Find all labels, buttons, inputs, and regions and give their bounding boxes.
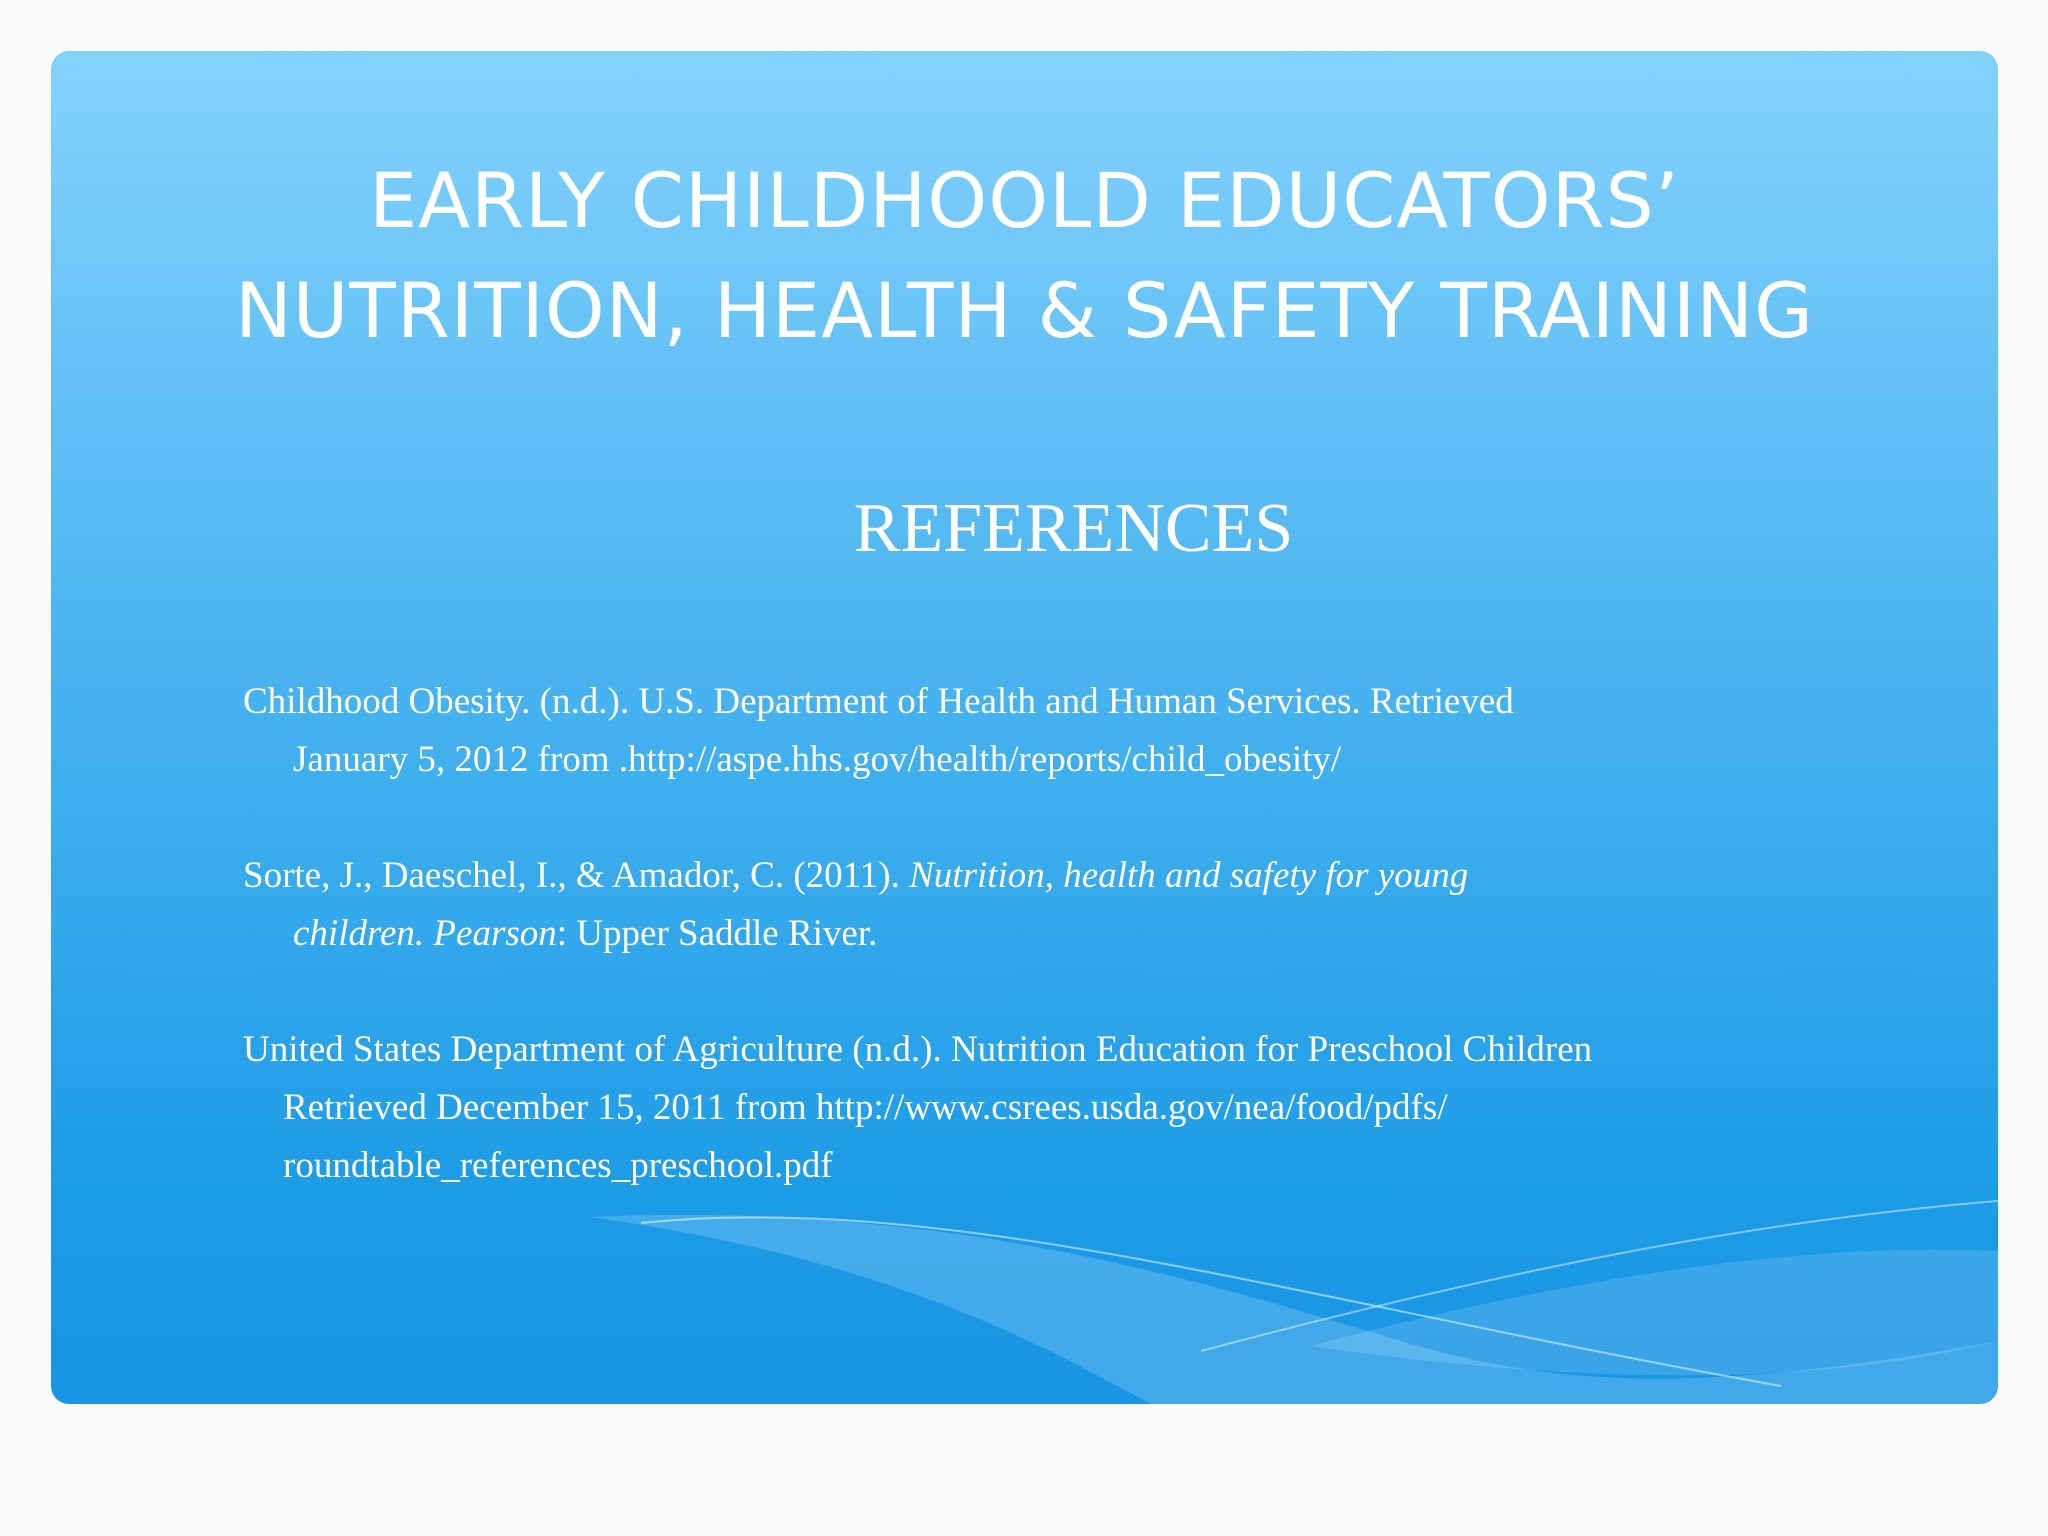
reference-item	[243, 847, 1843, 963]
title-line-2: NUTRITION, HEALTH & SAFETY TRAINING	[234, 266, 1815, 355]
reference-3-line-2: Retrieved December 15, 2011 from http://www.csrees.usda.gov/nea/food/pdfs/	[283, 1087, 1448, 1128]
reference-2-publisher: : Upper Saddle River.	[556, 913, 878, 954]
slide	[51, 51, 1998, 1404]
reference-3-line-1: United States Department of Agriculture (n.d.). Nutrition Education for Preschool Children	[243, 1029, 1593, 1070]
references-list	[243, 673, 1843, 1253]
reference-2-line-2	[243, 905, 1843, 963]
title-line-1: EARLY CHILDHOOLD EDUCATORS’	[369, 156, 1680, 245]
reference-item	[243, 1021, 1843, 1195]
reference-2-authors: Sorte, J., Daeschel, I., & Amador, C. (2011).	[243, 855, 910, 896]
reference-item	[243, 673, 1843, 789]
slide-title	[51, 146, 1998, 366]
reference-2-line-1	[243, 847, 1843, 905]
references-heading: REFERENCES	[853, 490, 1294, 567]
reference-1-line-1: Childhood Obesity. (n.d.). U.S. Department of Health and Human Services. Retrieved	[243, 681, 1514, 722]
reference-3-line-3: roundtable_references_preschool.pdf	[283, 1145, 833, 1186]
reference-2-title-part-1: Nutrition, health and safety for young	[909, 855, 1469, 896]
reference-2-title-part-2: children. Pearson	[293, 913, 557, 954]
reference-1-line-2: January 5, 2012 from .http://aspe.hhs.gov/health/reports/child_obesity/	[293, 739, 1342, 780]
